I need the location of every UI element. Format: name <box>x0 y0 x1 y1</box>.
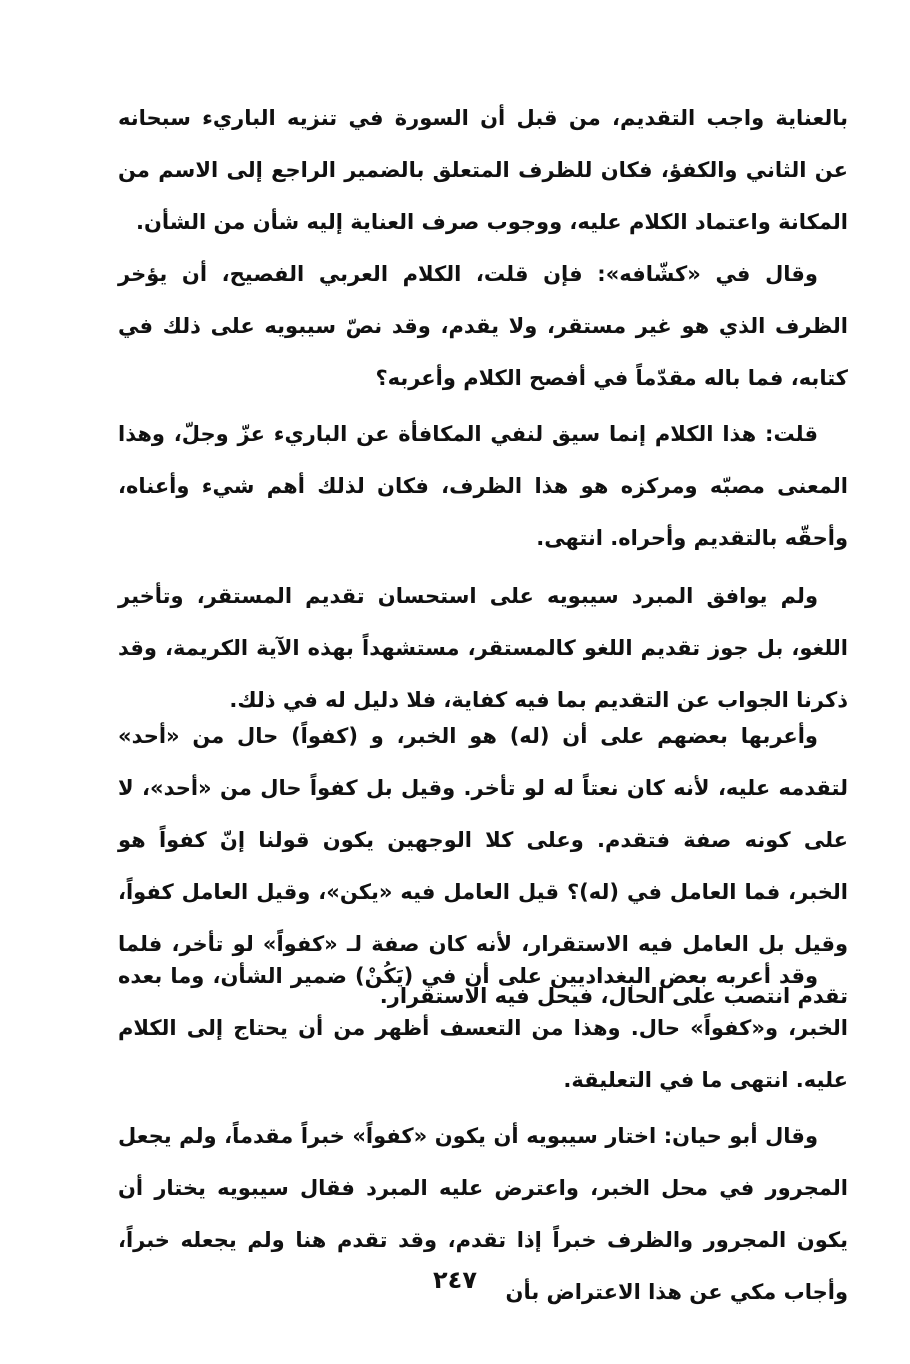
page-number: ٢٤٧ <box>433 1266 477 1294</box>
paragraph-6-block <box>118 950 848 1106</box>
paragraph-4-block <box>118 570 848 726</box>
paragraph-1-block <box>118 92 848 248</box>
paragraph: قلت: هذا الكلام إنما سيق لنفي المكافأة عن الباريء عزّ وجلّ، وهذا المعنى مصبّه ومركزه هو هذا الظرف، فكان لذلك أهم شيء وأعناه، وأحقّه بالتقديم وأحراه. انتهى. <box>118 422 848 550</box>
paragraph: بالعناية واجب التقديم، من قبل أن السورة في تنزيه الباريء سبحانه عن الثاني والكفؤ، فكان للظرف المتعلق بالضمير الراجع إلى الاسم من المكانة واعتماد الكلام عليه، ووجوب صرف العناية إليه شأن من الشأن. <box>118 106 848 234</box>
paragraph: وقد أعربه بعض البغداديين على أن في (يَكُنْ) ضمير الشأن، وما بعده الخبر، و«كفواً» حال. وهذا من التعسف أظهر من أن يحتاج إلى الكلام عليه. انتهى ما في التعليقة. <box>118 964 848 1092</box>
paragraph: وقال في «كشّافه»: فإن قلت، الكلام العربي الفصيح، أن يؤخر الظرف الذي هو غير مستقر، ولا يقدم، وقد نصّ سيبويه على ذلك في كتابه، فما باله مقدّماً في أفصح الكلام وأعربه؟ <box>118 262 848 390</box>
paragraph-3-block <box>118 408 848 564</box>
paragraph: وأعربها بعضهم على أن (له) هو الخبر، و (كفواً) حال من «أحد» لتقدمه عليه، لأنه كان نعتاً له لو تأخر. وقيل بل كفواً حال من «أحد»، لا على كونه صفة فتقدم. وعلى كلا الوجهين يكون قولنا إنّ كفواً هو الخبر، فما العامل في (له)؟ قيل العامل فيه «يكن»، وقيل العامل كفواً، وقيل بل العامل فيه الاستقرار، لأنه كان صفة لـ «كفواً» لو تأخر، فلما تقدم انتصب على الحال، فيحل فيه الاستقرار. <box>118 724 848 1008</box>
paragraph: ولم يوافق المبرد سيبويه على استحسان تقديم المستقر، وتأخير اللغو، بل جوز تقديم اللغو كالمستقر، مستشهداً بهذه الآية الكريمة، وقد ذكرنا الجواب عن التقديم بما فيه كفاية، فلا دليل له في ذلك. <box>118 584 848 712</box>
paragraph: وقال أبو حيان: اختار سيبويه أن يكون «كفواً» خبراً مقدماً، ولم يجعل المجرور في محل الخبر، واعترض عليه المبرد فقال سيبويه يختار أن يكون المجرور والظرف خبراً إذا تقدم، وقد تقدم هنا ولم يجعله خبراً، وأجاب مكي عن هذا الاعتراض بأن <box>118 1124 848 1304</box>
paragraph-2-block <box>118 248 848 404</box>
